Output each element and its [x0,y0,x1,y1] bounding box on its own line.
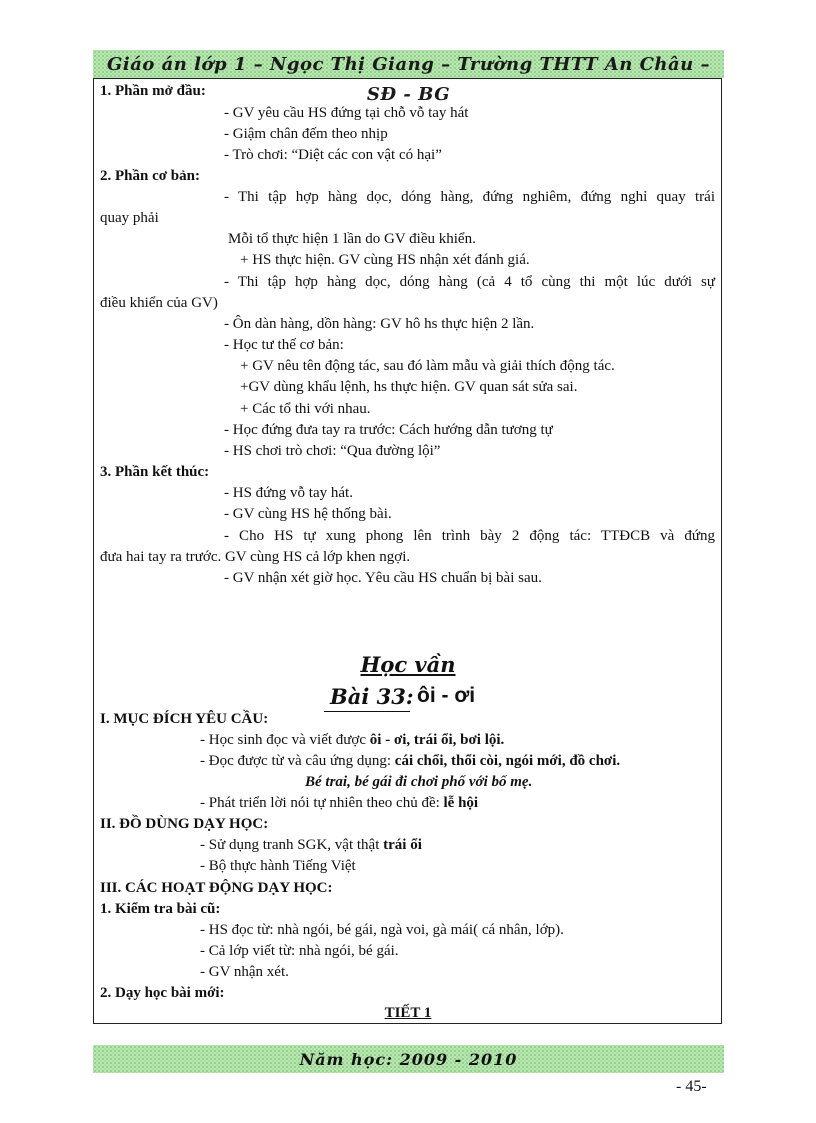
part2-line: Mỗi tổ thực hiện 1 lần do GV điều khiển. [228,231,476,247]
part2-line: + HS thực hiện. GV cùng HS nhận xét đánh giá. [240,252,530,268]
part2-line: - HS chơi trò chơi: “Qua đường lội” [224,443,441,459]
part2-heading: 2. Phần cơ bản: [100,168,200,184]
part3-line: - GV cùng HS hệ thống bài. [224,506,392,522]
part2-line: + GV nêu tên động tác, sau đó làm mẫu và giải thích động tác. [240,358,615,374]
lesson-label: Bài 33: [330,684,414,709]
part1-heading: 1. Phần mở đầu: [100,83,206,99]
section3-subheading: 2. Dạy học bài mới: [100,985,225,1001]
lesson-label-underline [324,711,410,712]
section1-sentence: Bé trai, bé gái đi chơi phố với bố mẹ. [305,774,533,790]
part1-line: - Trò chơi: “Diệt các con vật có hại” [224,147,442,163]
part2-line: - Thi tập hợp hàng dọc, dóng hàng, đứng nghiêm, đứng nghỉ quay trái [224,189,715,205]
part3-line: - HS đứng vỗ tay hát. [224,485,353,501]
part3-heading: 3. Phần kết thúc: [100,464,210,480]
section1-line: - Phát triển lời nói tự nhiên theo chủ đề: lễ hội [200,795,479,811]
page-footer: Năm học: 2009 - 2010 [93,1045,724,1073]
lesson-name: ôi - ơi [417,684,476,707]
part3-line: - Cho HS tự xung phong lên trình bày 2 động tác: TTĐCB và đứng [224,528,715,544]
part3-line: - GV nhận xét giờ học. Yêu cầu HS chuẩn bị bài sau. [224,570,542,586]
part2-line: - Ôn dàn hàng, dồn hàng: GV hô hs thực hiện 2 lần. [224,316,535,332]
section3-line: - Cả lớp viết từ: nhà ngói, bé gái. [200,943,399,959]
part2-line: - Thi tập hợp hàng dọc, dóng hàng (cả 4 tổ cùng thi một lúc dưới sự [224,274,715,290]
section1-line: - Học sinh đọc và viết được ôi - ơi, trái ổi, bơi lội. [200,732,505,748]
part1-line: - GV yêu cầu HS đứng tại chỗ vỗ tay hát [224,105,469,121]
page-number: - 45- [676,1078,707,1095]
part2-line: + Các tổ thi với nhau. [240,401,371,417]
section2-line: - Bộ thực hành Tiếng Việt [200,858,356,874]
part2-line: - Học tư thế cơ bản: [224,337,344,353]
section1-heading: I. MỤC ĐÍCH YÊU CẦU: [100,711,269,727]
part2-line: điều khiển của GV) [100,295,218,311]
section3-heading: III. CÁC HOẠT ĐỘNG DẠY HỌC: [100,880,333,896]
section2-line: - Sử dụng tranh SGK, vật thật trái ổi [200,837,422,853]
section3-line: - GV nhận xét. [200,964,289,980]
part1-line: - Giậm chân đếm theo nhịp [224,126,388,142]
part2-line: +GV dùng khẩu lệnh, hs thực hiện. GV quan sát sửa sai. [240,379,578,395]
tiet-label: TIẾT 1 [384,1005,432,1021]
section1-line: - Đọc được từ và câu ứng dụng: cái chổi, thổi còi, ngói mới, đồ chơi. [200,753,621,769]
subject-title: Học vần [360,652,456,677]
section3-line: - HS đọc từ: nhà ngói, bé gái, ngà voi, gà mái( cá nhân, lớp). [200,922,564,938]
part2-line: quay phải [100,210,159,226]
part2-line: - Học đứng đưa tay ra trước: Cách hướng dẫn tương tự [224,422,553,438]
section2-heading: II. ĐỒ DÙNG DẠY HỌC: [100,816,269,832]
section3-subheading: 1. Kiểm tra bài cũ: [100,901,221,917]
page-header: Giáo án lớp 1 – Ngọc Thị Giang – Trường THTT An Châu – SĐ - BG [93,50,724,78]
part3-line: đưa hai tay ra trước. GV cùng HS cả lớp khen ngợi. [100,549,411,565]
